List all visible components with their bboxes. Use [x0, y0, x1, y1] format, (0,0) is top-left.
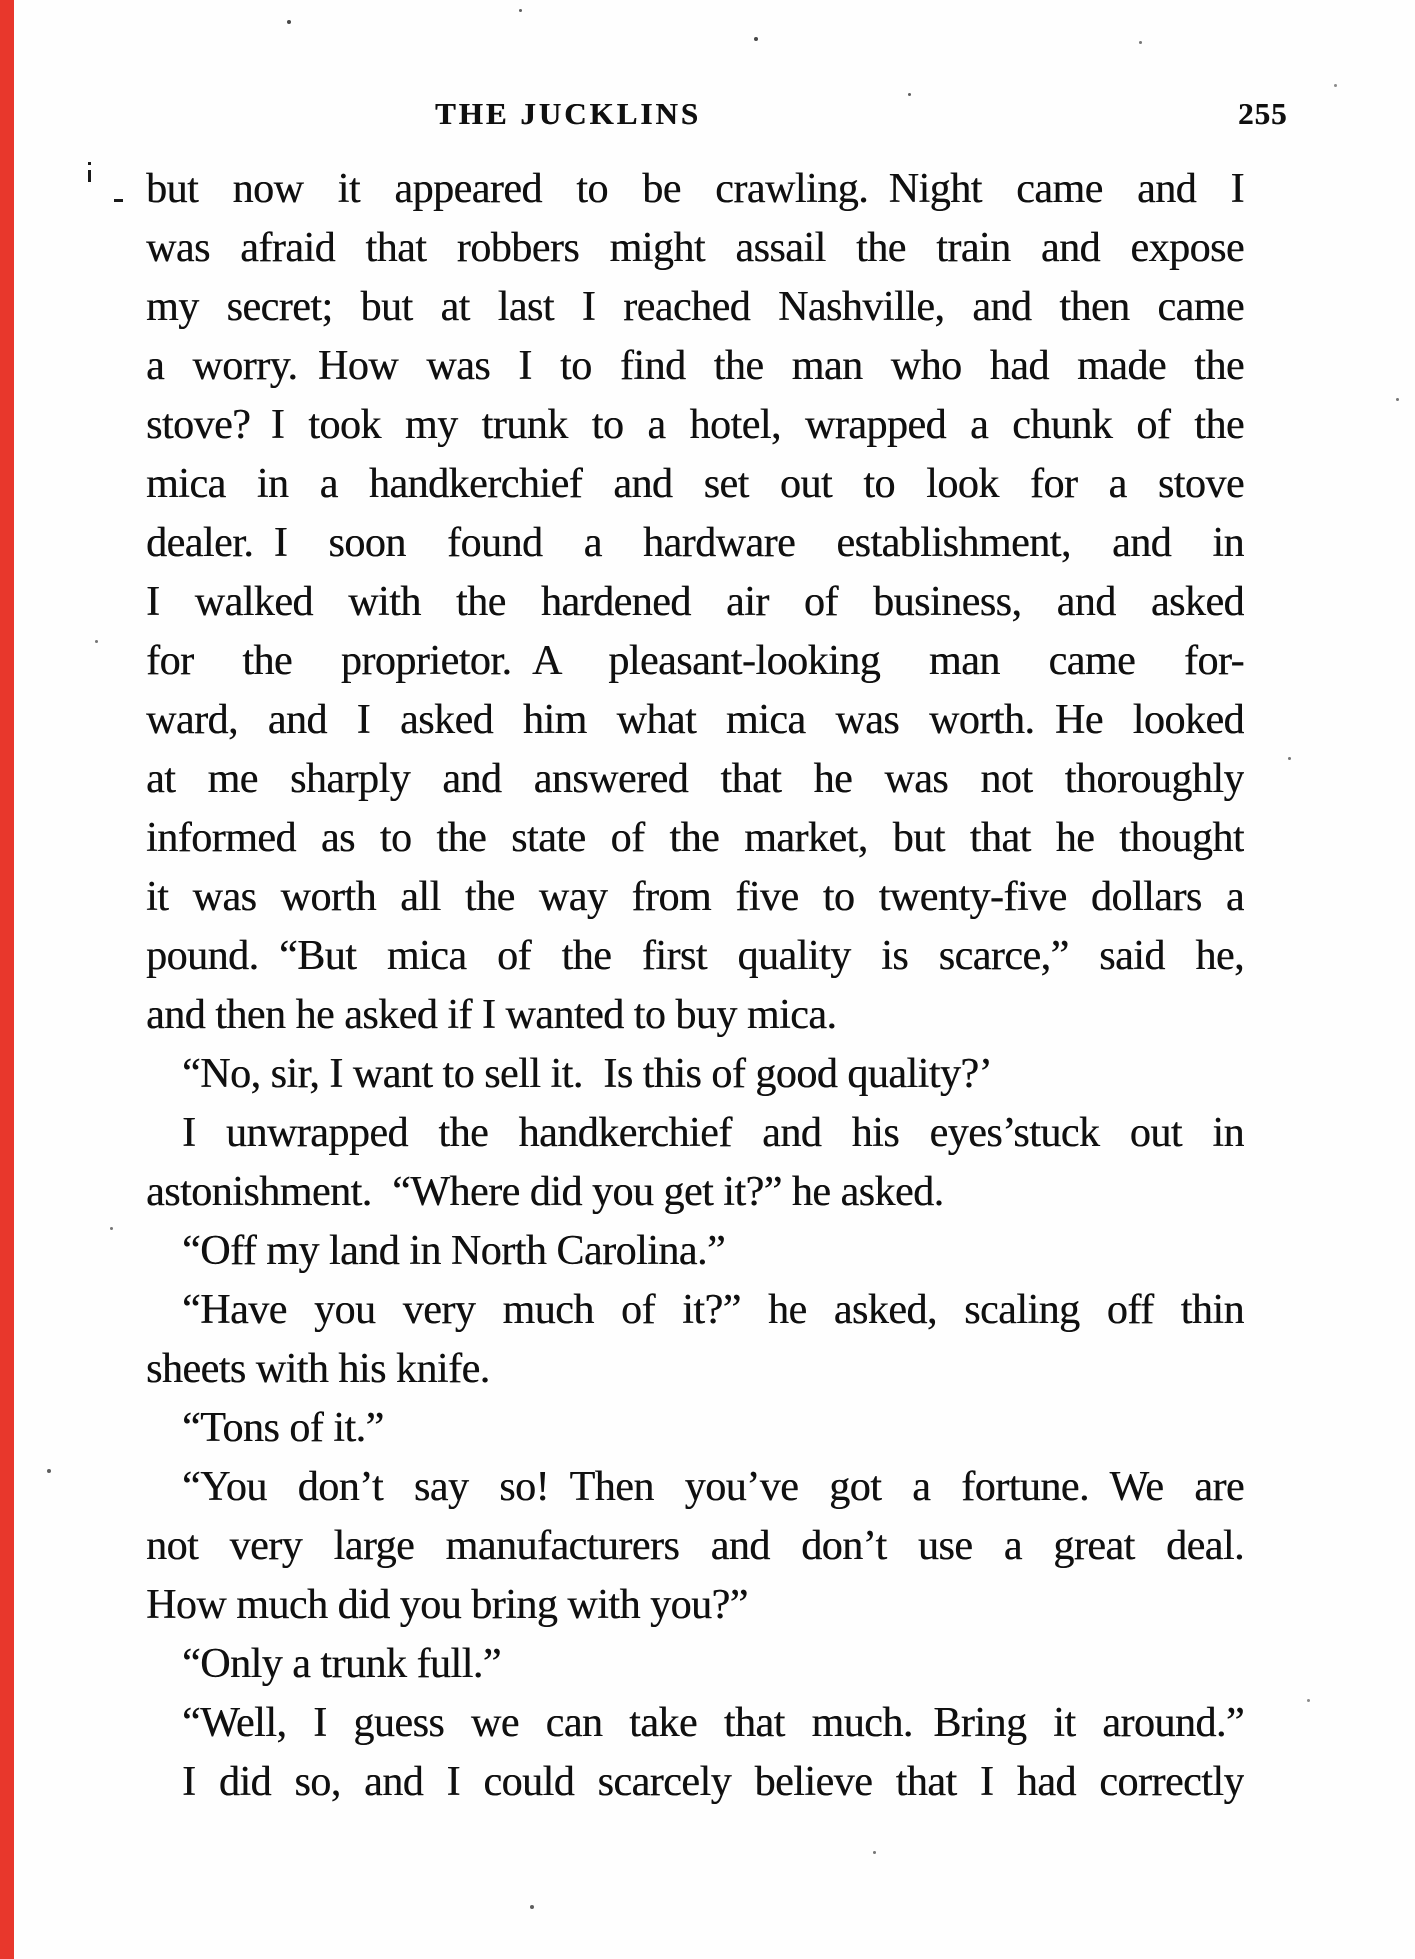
body-line: for the proprietor. A pleasant-looking man came for- — [146, 638, 1244, 684]
scan-speck — [287, 20, 291, 24]
scan-speck — [47, 1469, 51, 1473]
scan-speck — [1288, 757, 1291, 760]
body-line: sheets with his knife. — [146, 1346, 490, 1392]
body-line: pound. “But mica of the first quality is scarce,” said he, — [146, 933, 1244, 979]
body-line: “No, sir, I want to sell it. Is this of good quality?’ — [182, 1051, 993, 1097]
scan-artifact-mark — [114, 199, 123, 202]
page-number: 255 — [1238, 96, 1288, 131]
body-line: it was worth all the way from five to twenty-five dollars a — [146, 874, 1244, 920]
body-line: “Well, I guess we can take that much. Bring it around.” — [182, 1700, 1244, 1746]
body-line: was afraid that robbers might assail the train and expose — [146, 225, 1244, 271]
running-header — [0, 96, 1415, 136]
body-line: astonishment. “Where did you get it?” he asked. — [146, 1169, 944, 1215]
body-lines — [146, 160, 1244, 1812]
body-line: I unwrapped the handkerchief and his eyes’stuck out in — [182, 1110, 1244, 1156]
scan-speck — [519, 9, 522, 12]
body-line: a worry. How was I to find the man who had made the — [146, 343, 1244, 389]
scan-artifact-mark — [88, 162, 91, 165]
scan-speck — [530, 1905, 534, 1909]
body-line: and then he asked if I wanted to buy mica. — [146, 992, 837, 1038]
body-line: “Have you very much of it?” he asked, scaling off thin — [182, 1287, 1244, 1333]
body-line: I walked with the hardened air of business, and asked — [146, 579, 1244, 625]
body-line: at me sharply and answered that he was not thoroughly — [146, 756, 1244, 802]
body-line: informed as to the state of the market, but that he thought — [146, 815, 1244, 861]
scan-speck — [1334, 84, 1337, 87]
body-line: but now it appeared to be crawling. Night came and I — [146, 166, 1244, 212]
body-line: dealer. I soon found a hardware establishment, and in — [146, 520, 1244, 566]
body-line: I did so, and I could scarcely believe that I had correctly — [182, 1759, 1244, 1805]
body-line: stove? I took my trunk to a hotel, wrapped a chunk of the — [146, 402, 1244, 448]
scan-speck — [1139, 41, 1142, 44]
scan-speck — [754, 37, 758, 41]
scan-speck — [1307, 1699, 1310, 1702]
body-line: not very large manufacturers and don’t use a great deal. — [146, 1523, 1244, 1569]
scan-speck — [95, 640, 98, 643]
scan-speck — [908, 93, 911, 96]
body-line: “You don’t say so! Then you’ve got a fortune. We are — [182, 1464, 1244, 1510]
body-line: “Only a trunk full.” — [182, 1641, 501, 1687]
scan-speck — [1396, 398, 1399, 401]
body-line: “Off my land in North Carolina.” — [182, 1228, 726, 1274]
body-line: “Tons of it.” — [182, 1405, 384, 1451]
body-line: my secret; but at last I reached Nashville, and then came — [146, 284, 1244, 330]
body-line: How much did you bring with you?” — [146, 1582, 748, 1628]
book-binding-strip — [0, 0, 14, 1959]
scan-speck — [873, 1851, 876, 1854]
body-line: mica in a handkerchief and set out to look for a stove — [146, 461, 1244, 507]
scan-speck — [110, 1227, 113, 1230]
scan-artifact-mark — [88, 170, 91, 182]
page-title: THE JUCKLINS — [435, 96, 701, 131]
body-line: ward, and I asked him what mica was worth. He looked — [146, 697, 1244, 743]
